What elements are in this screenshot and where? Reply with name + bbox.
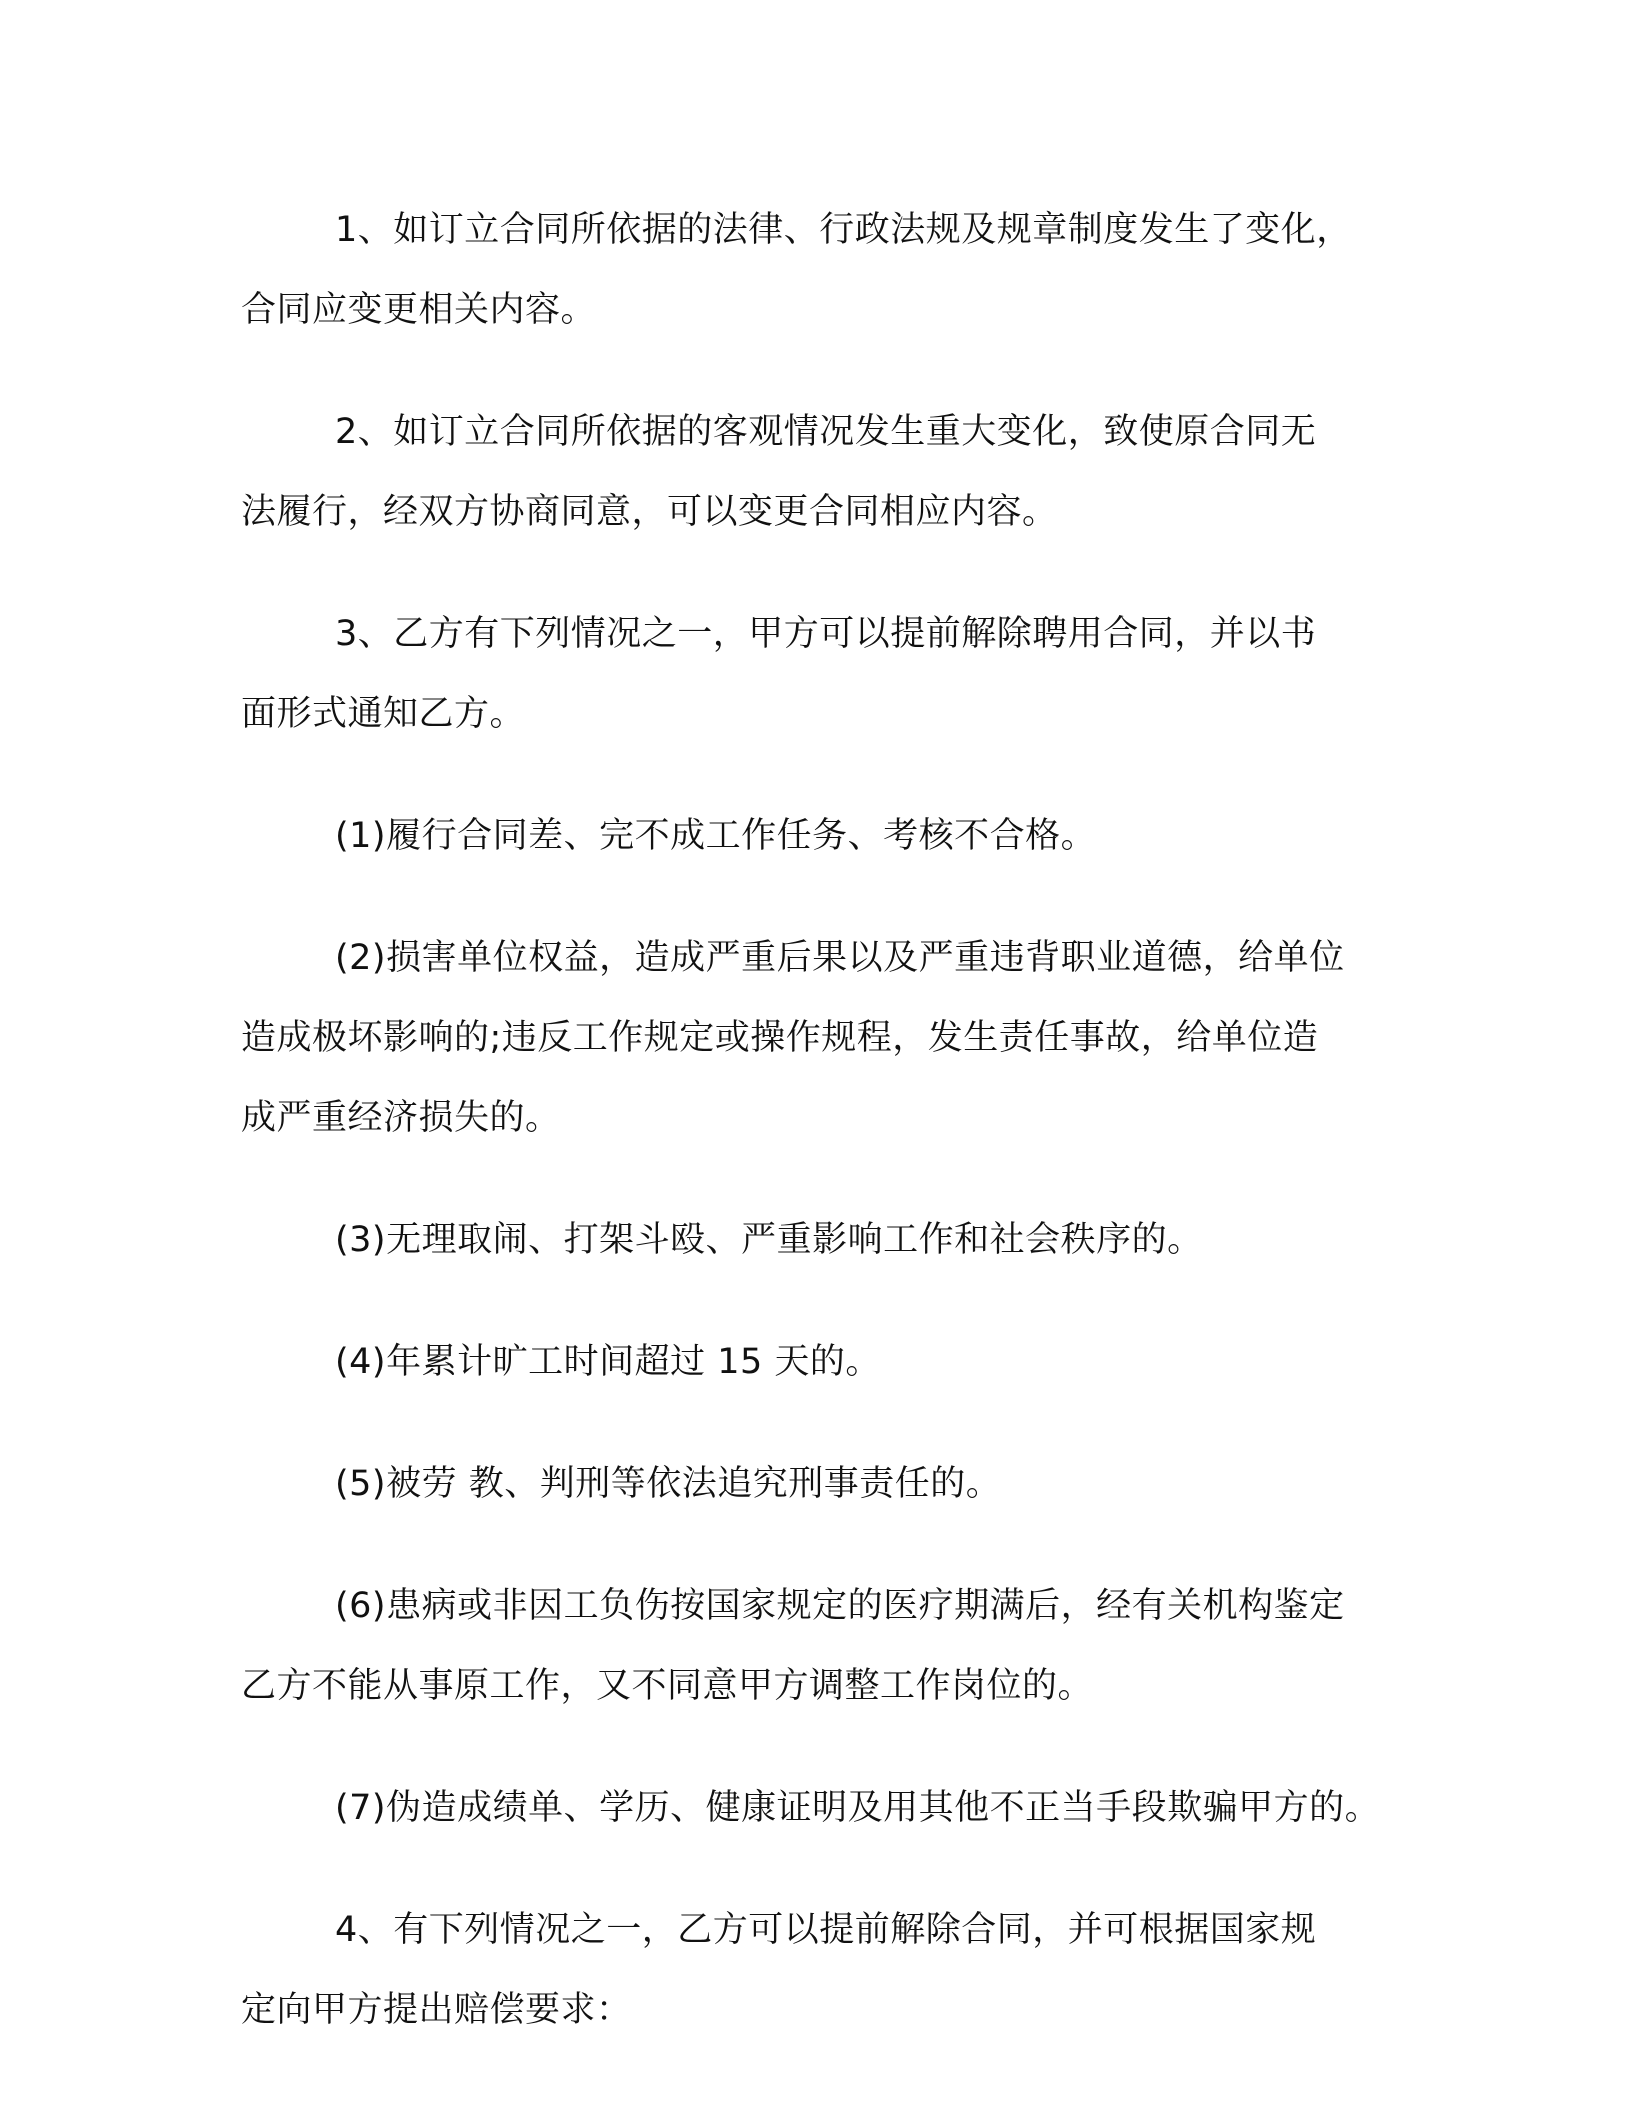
paragraph-line: 面形式通知乙方。 bbox=[241, 694, 526, 734]
paragraph-item-5 bbox=[241, 1444, 1411, 1524]
paragraph-line: (6)患病或非因工负伤按国家规定的医疗期满后，经有关机构鉴定 bbox=[335, 1586, 1345, 1626]
paragraph-line: 4、有下列情况之一，乙方可以提前解除合同，并可根据国家规 bbox=[335, 1910, 1317, 1950]
paragraph-line: (4)年累计旷工时间超过 15 天的。 bbox=[335, 1342, 881, 1382]
paragraph-line: 合同应变更相关内容。 bbox=[241, 290, 597, 330]
paragraph-line: (7)伪造成绩单、学历、健康证明及用其他不正当手段欺骗甲方的。 bbox=[335, 1788, 1381, 1828]
paragraph-item-1 bbox=[241, 796, 1411, 876]
paragraph-item-3 bbox=[241, 1200, 1411, 1280]
paragraph-item-7 bbox=[241, 1768, 1411, 1848]
paragraph-line: (3)无理取闹、打架斗殴、严重影响工作和社会秩序的。 bbox=[335, 1220, 1203, 1260]
document-content bbox=[241, 190, 1411, 2092]
paragraph-line: (5)被劳 教、判刑等依法追究刑事责任的。 bbox=[335, 1464, 1002, 1504]
paragraph-1 bbox=[241, 190, 1411, 350]
paragraph-line: 定向甲方提出赔偿要求： bbox=[241, 1990, 632, 2030]
paragraph-2 bbox=[241, 392, 1411, 552]
paragraph-item-4 bbox=[241, 1322, 1411, 1402]
paragraph-line: 造成极坏影响的;违反工作规定或操作规程，发生责任事故，给单位造 bbox=[241, 1018, 1319, 1058]
paragraph-line: 2、如订立合同所依据的客观情况发生重大变化，致使原合同无 bbox=[335, 412, 1317, 452]
paragraph-line: 成严重经济损失的。 bbox=[241, 1098, 561, 1138]
paragraph-item-6 bbox=[241, 1566, 1411, 1726]
paragraph-3 bbox=[241, 594, 1411, 754]
paragraph-line: 乙方不能从事原工作，又不同意甲方调整工作岗位的。 bbox=[241, 1666, 1094, 1706]
paragraph-item-2 bbox=[241, 918, 1411, 1158]
paragraph-line: (1)履行合同差、完不成工作任务、考核不合格。 bbox=[335, 816, 1097, 856]
paragraph-line: 1、如订立合同所依据的法律、行政法规及规章制度发生了变化， bbox=[335, 210, 1352, 250]
paragraph-line: (2)损害单位权益，造成严重后果以及严重违背职业道德，给单位 bbox=[335, 938, 1345, 978]
paragraph-line: 3、乙方有下列情况之一，甲方可以提前解除聘用合同，并以书 bbox=[335, 614, 1317, 654]
paragraph-line: 法履行，经双方协商同意，可以变更合同相应内容。 bbox=[241, 492, 1058, 532]
paragraph-4 bbox=[241, 1890, 1411, 2050]
